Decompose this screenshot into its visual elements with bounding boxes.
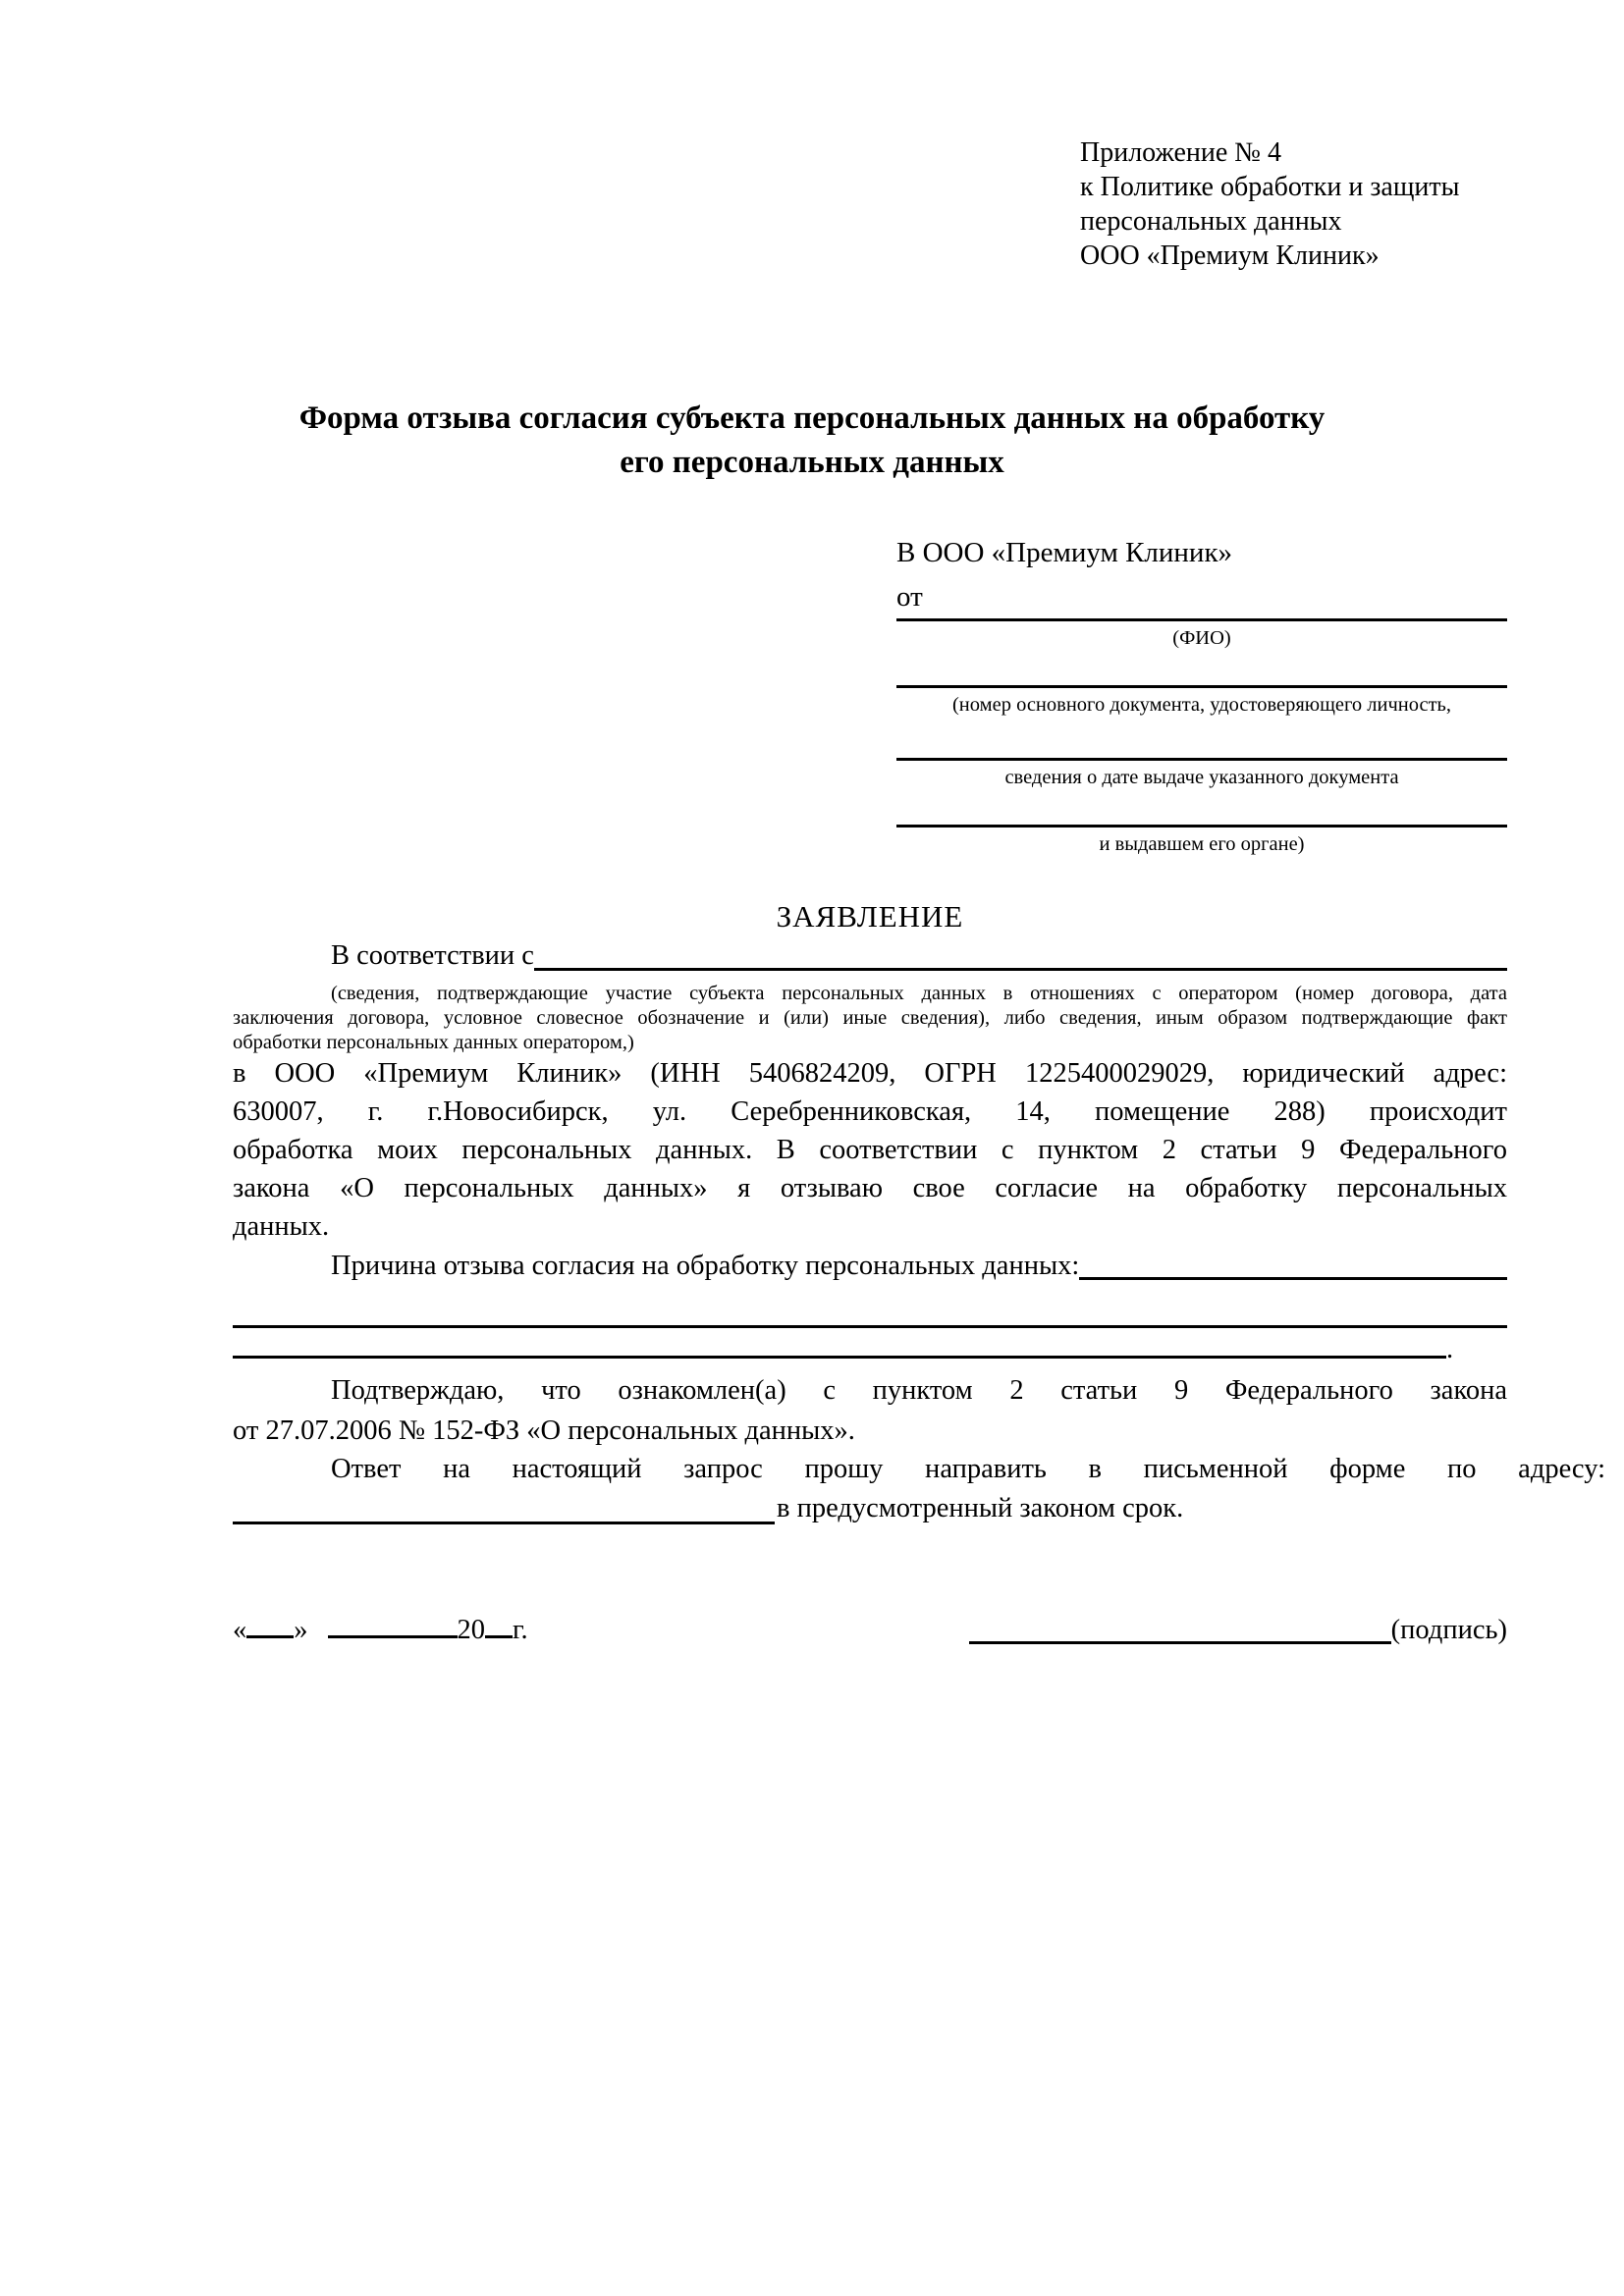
reply-request-line: Ответ на настоящий запрос прошу направить в письменной форме по адресу: [331,1454,1605,1484]
date-year-blank [485,1608,513,1638]
reply-address-line [233,1491,1507,1526]
issue-date-caption: сведения о дате выдаче указанного документа [1004,767,1399,788]
appendix-note-line: Приложение № 4 [1080,137,1281,168]
addressee-organization: В ООО «Премиум Клиник» [896,537,1233,568]
basis-footnote-line: обработки персональных данных оператором,) [233,1032,634,1053]
appendix-note-line: персональных данных [1080,206,1342,237]
confirmation-line: Подтверждаю, что ознакомлен(а) с пунктом 2 статьи 9 Федерального закона [331,1375,1507,1406]
basis-footnote-line: заключения договора, условное словесное обозначение и (или) иные сведения), либо сведения, иным образом подтверждающие факт [233,1007,1507,1029]
addressee-from-label: от [896,581,923,613]
addressee-block [896,530,1507,913]
date-year-prefix: 20 [457,1615,485,1645]
appendix-note-line: к Политике обработки и защиты [1080,172,1460,202]
confirmation-paragraph [233,1370,1507,1451]
date-quote-open: « [233,1615,247,1645]
fio-field [896,618,1507,650]
issue-date-field [896,758,1507,789]
document-title-line: Форма отзыва согласия субъекта персональных данных на обработку [298,400,1326,436]
body-line: 630007, г. г.Новосибирск, ул. Серебренниковская, 14, помещение 288) происходит [233,1096,1507,1127]
reason-label: Причина отзыва согласия на обработку персональных данных: [331,1251,1080,1281]
body-paragraph [233,1054,1507,1246]
signature-caption: (подпись) [1390,1615,1507,1645]
body-line: в ООО «Премиум Клиник» (ИНН 5406824209, ОГРН 1225400029029, юридический адрес: [233,1058,1507,1089]
basis-footnote [233,982,1507,1055]
issuing-authority-caption: и выдавшем его органе) [1099,833,1305,855]
address-write-line [233,1522,775,1524]
appendix-note [1080,135,1459,273]
basis-write-line [534,968,1507,971]
reply-suffix: в предусмотренный законом срок. [777,1493,1184,1523]
reason-blank-line-1 [233,1325,1507,1328]
date-year-suffix: г. [513,1615,528,1645]
reason-line [233,1249,1507,1284]
reason-blank-line-2-rule [233,1356,1446,1359]
confirmation-line: от 27.07.2006 № 152-ФЗ «О персональных данных». [233,1415,855,1446]
date-group [233,1608,528,1649]
signature-row [233,1608,1507,1649]
issuing-authority-field [896,825,1507,856]
document-title [98,397,1526,485]
basis-line [233,937,1507,975]
date-month-blank [328,1608,458,1638]
reason-end-period: . [1446,1334,1454,1364]
reason-blank-line-2 [233,1335,1507,1364]
signature-group [969,1612,1507,1649]
date-day-blank [246,1608,294,1638]
document-title-line: его персональных данных [620,445,1004,480]
basis-footnote-line: (сведения, подтверждающие участие субъекта персональных данных в отношениях с оператором (номер договора, дата [331,983,1507,1004]
body-line: обработка моих персональных данных. В соответствии с пунктом 2 статьи 9 Федерального [233,1135,1507,1165]
appendix-note-line: ООО «Премиум Клиник» [1080,240,1380,271]
signature-write-line [969,1641,1391,1644]
reason-write-line [1079,1277,1507,1280]
fio-caption: (ФИО) [1172,627,1231,649]
body-line: данных. [233,1211,330,1242]
body-line: закона «О персональных данных» я отзываю свое согласие на обработку персональных [233,1173,1507,1203]
date-quote-close: » [294,1615,308,1645]
document-number-field [896,685,1507,717]
basis-prefix: В соответствии с [331,940,534,971]
statement-heading: ЗАЯВЛЕНИЕ [776,899,964,934]
document-number-caption: (номер основного документа, удостоверяющего личность, [951,694,1452,716]
